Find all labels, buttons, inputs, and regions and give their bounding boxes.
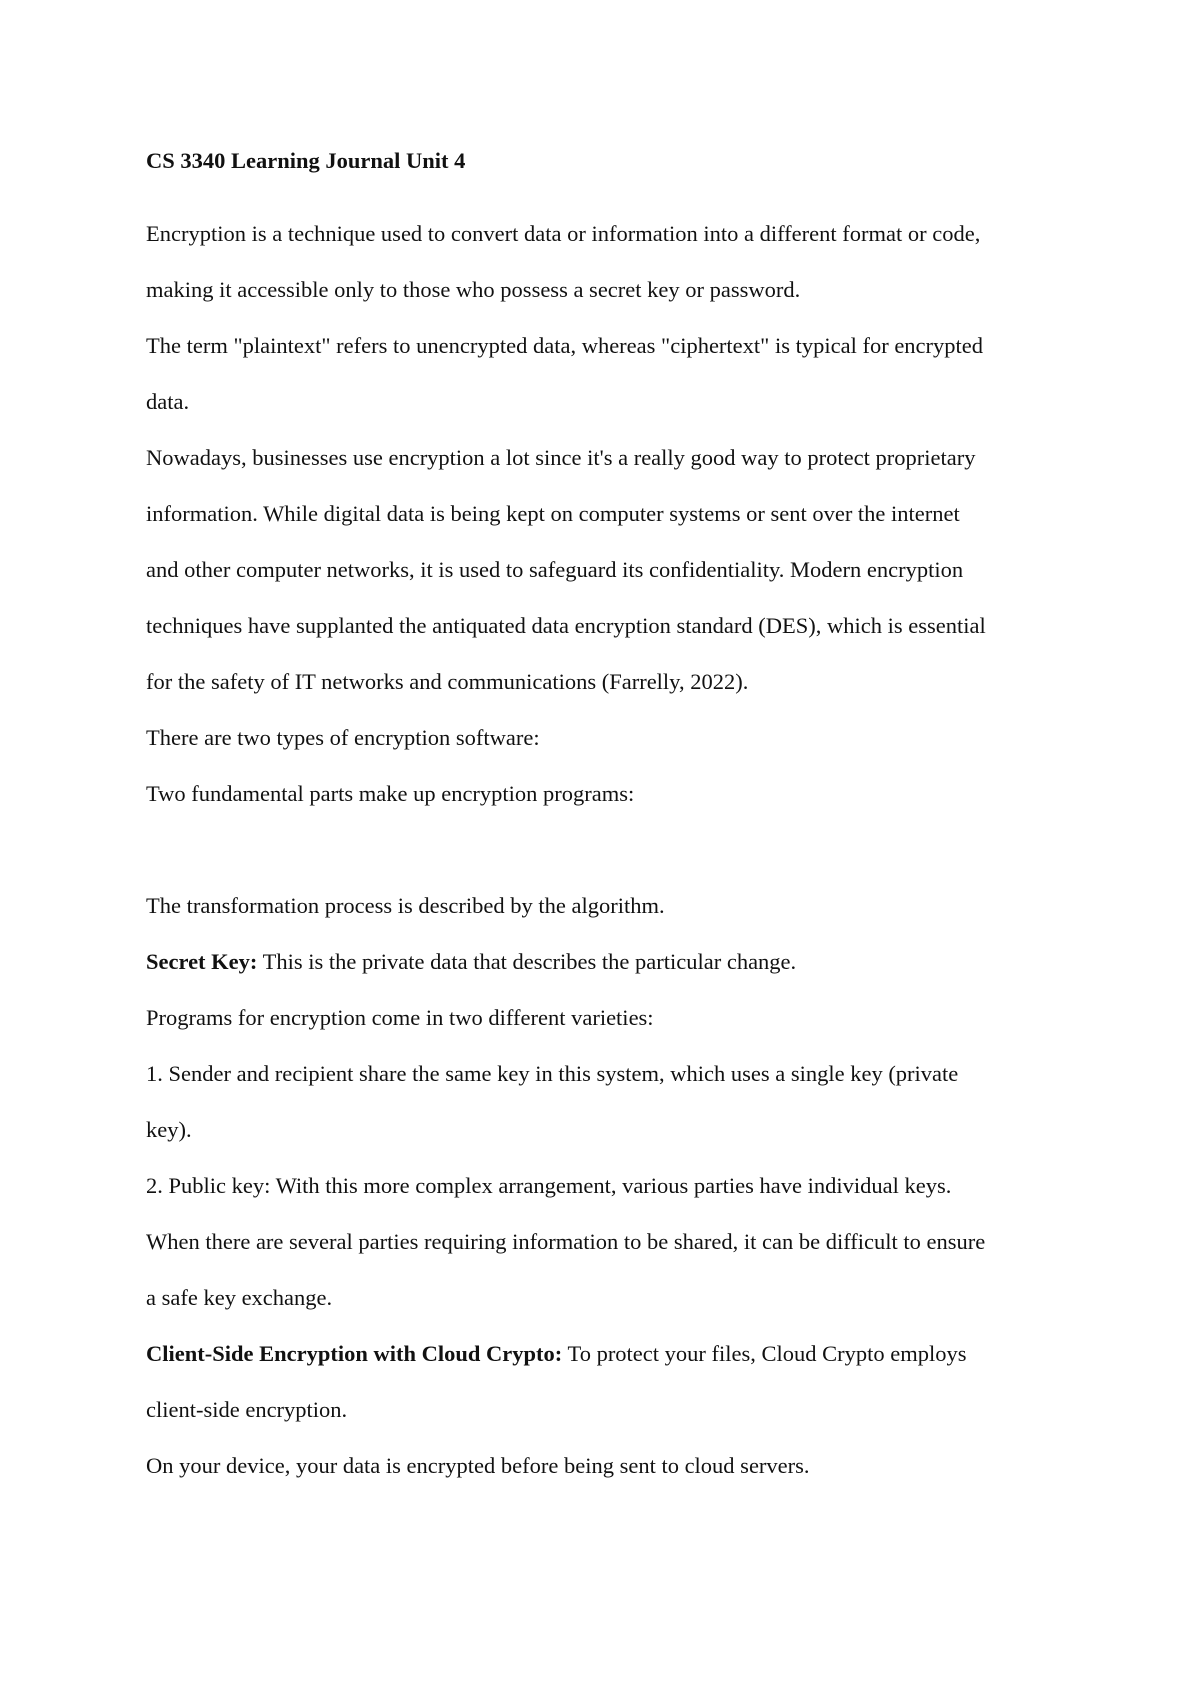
text-line xyxy=(146,1228,1086,1256)
text-line-body: information. While digital data is being kept on computer systems or sent over the internet xyxy=(146,501,960,526)
text-line xyxy=(146,444,1086,472)
text-line-body: The transformation process is described by the algorithm. xyxy=(146,893,665,918)
text-line-body: client-side encryption. xyxy=(146,1397,348,1422)
text-line-body: making it accessible only to those who possess a secret key or password. xyxy=(146,277,801,302)
text-line xyxy=(146,500,1086,528)
text-line xyxy=(146,1172,1086,1200)
text-line xyxy=(146,220,1086,248)
text-line-body: for the safety of IT networks and communications (Farrelly, 2022). xyxy=(146,669,749,694)
text-line xyxy=(146,388,1086,416)
text-line xyxy=(146,1284,1086,1312)
text-line-body: 2. Public key: With this more complex arrangement, various parties have individual keys. xyxy=(146,1173,952,1198)
text-line-body: Encryption is a technique used to convert data or information into a different format or code, xyxy=(146,221,981,246)
text-line xyxy=(146,276,1086,304)
text-line xyxy=(146,668,1086,696)
text-line-bold: Secret Key: xyxy=(146,949,258,974)
text-line xyxy=(146,724,1086,752)
text-line-body: and other computer networks, it is used to safeguard its confidentiality. Modern encryption xyxy=(146,557,964,582)
text-line xyxy=(146,892,1086,920)
text-line xyxy=(146,1452,1086,1480)
text-line xyxy=(146,556,1086,584)
text-line-body: When there are several parties requiring information to be shared, it can be difficult to ensure xyxy=(146,1229,986,1254)
text-line xyxy=(146,1116,1086,1144)
text-line-body: techniques have supplanted the antiquated data encryption standard (DES), which is essential xyxy=(146,613,986,638)
text-line xyxy=(146,612,1086,640)
text-line xyxy=(146,1060,1086,1088)
text-line xyxy=(146,948,1086,976)
text-line-body: To protect your files, Cloud Crypto employs xyxy=(562,1341,967,1366)
text-line xyxy=(146,1396,1086,1424)
text-line-body: a safe key exchange. xyxy=(146,1285,333,1310)
text-line-body: Nowadays, businesses use encryption a lot since it's a really good way to protect proprietary xyxy=(146,445,976,470)
text-line-body: There are two types of encryption software: xyxy=(146,725,540,750)
text-line-body: Programs for encryption come in two different varieties: xyxy=(146,1005,654,1030)
text-line xyxy=(146,332,1086,360)
text-line-body: Two fundamental parts make up encryption programs: xyxy=(146,781,635,806)
document-title: CS 3340 Learning Journal Unit 4 xyxy=(146,148,466,173)
text-line-body: key). xyxy=(146,1117,192,1142)
text-line xyxy=(146,1340,1086,1368)
text-line-body: This is the private data that describes the particular change. xyxy=(257,949,797,974)
text-line-body: The term "plaintext" refers to unencrypted data, whereas "ciphertext" is typical for encrypted xyxy=(146,333,984,358)
text-line-body: data. xyxy=(146,389,190,414)
text-line xyxy=(146,1004,1086,1032)
text-line xyxy=(146,780,1086,808)
text-line-body: 1. Sender and recipient share the same key in this system, which uses a single key (private xyxy=(146,1061,959,1086)
text-line-body: On your device, your data is encrypted before being sent to cloud servers. xyxy=(146,1453,810,1478)
text-line-bold: Client-Side Encryption with Cloud Crypto: xyxy=(146,1341,563,1366)
